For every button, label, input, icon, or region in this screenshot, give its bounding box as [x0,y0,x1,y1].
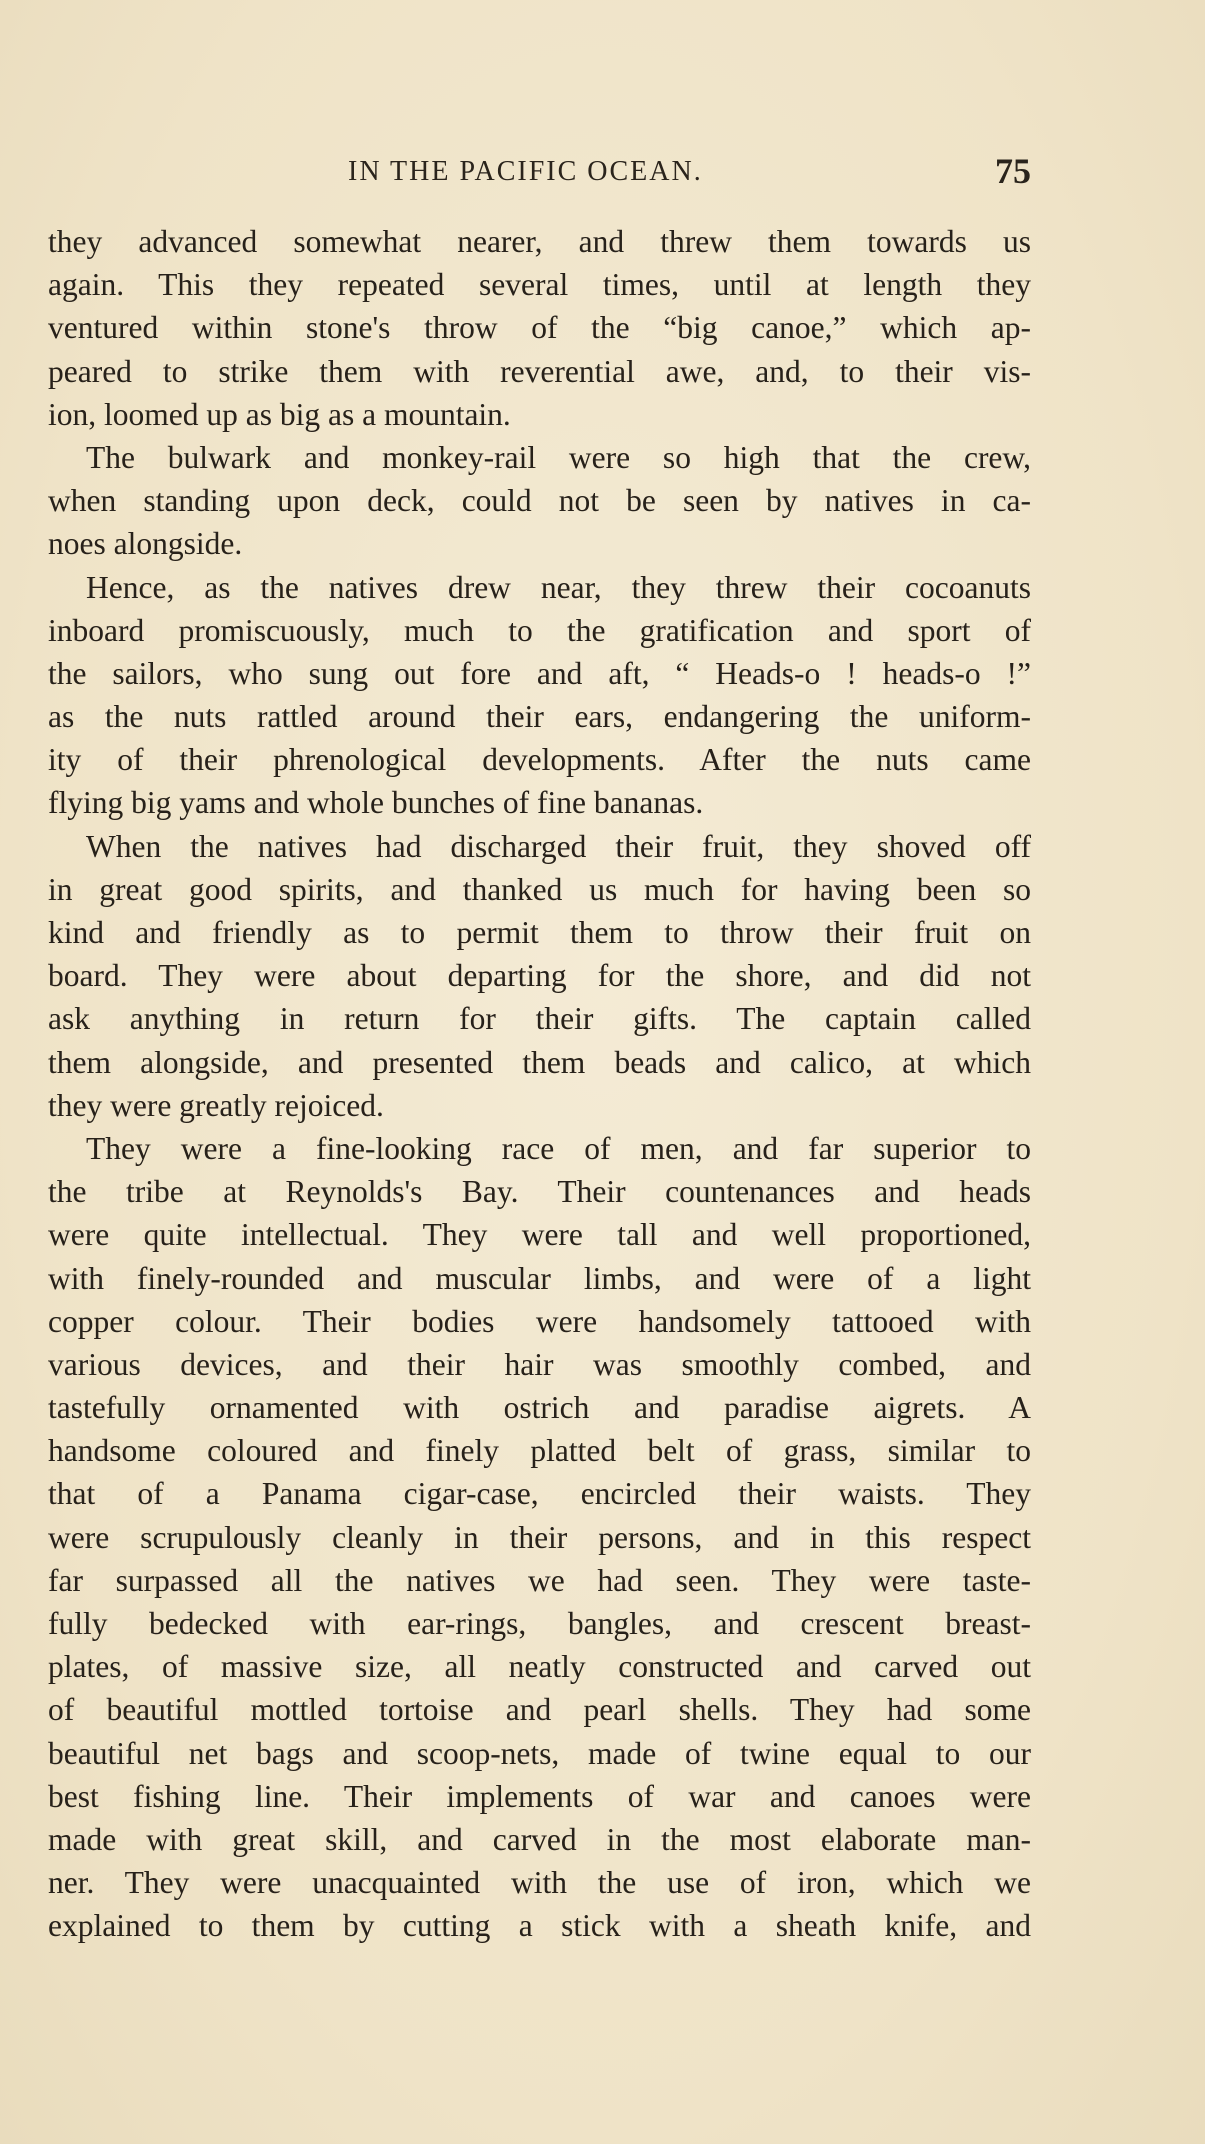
text-line: noes alongside. [48,526,243,562]
text-line: they were greatly rejoiced. [48,1087,384,1123]
text-line: ner. They were unacquainted with the use of iron, which we [48,1865,1031,1901]
text-line: Hence, as the natives drew near, they threw their cocoanuts [86,569,1031,605]
text-line: various devices, and their hair was smoothly combed, and [48,1346,1031,1382]
text-line: again. This they repeated several times, until at length they [48,267,1031,303]
text-line: fully bedecked with ear-rings, bangles, and crescent breast- [48,1606,1031,1641]
text-line: kind and friendly as to permit them to throw their fruit on [48,915,1031,950]
text-line: inboard promiscuously, much to the gratification and sport of [48,612,1031,648]
text-line: that of a Panama cigar-case, encircled their waists. They [48,1476,1031,1512]
text-line: flying big yams and whole bunches of fine bananas. [48,785,704,821]
text-line: best fishing line. Their implements of war and canoes were [48,1778,1031,1814]
text-line: explained to them by cutting a stick with a sheath knife, and [48,1908,1031,1944]
running-title: IN THE PACIFIC OCEAN. [348,156,703,187]
page-header [48,150,1031,194]
text-line: they advanced somewhat nearer, and threw them towards us [48,224,1031,259]
text-line: The bulwark and monkey-rail were so high that the crew, [86,439,1031,475]
text-line: They were a fine-looking race of men, and far superior to [86,1130,1031,1166]
text-line: were quite intellectual. They were tall and well proportioned, [48,1217,1031,1253]
text-line: ion, loomed up as big as a mountain. [48,396,511,432]
text-line: peared to strike them with reverential awe, and, to their vis- [48,353,1031,389]
text-line: plates, of massive size, all neatly constructed and carved out [48,1649,1031,1685]
text-line: of beautiful mottled tortoise and pearl shells. They had some [48,1692,1031,1728]
text-line: the tribe at Reynolds's Bay. Their countenances and heads [48,1174,1031,1210]
text-line: ventured within stone's throw of the “big canoe,” which ap- [48,310,1031,346]
text-line: in great good spirits, and thanked us much for having been so [48,871,1031,907]
text-line: far surpassed all the natives we had seen. They were taste- [48,1562,1031,1598]
text-line: were scrupulously cleanly in their persons, and in this respect [48,1519,1031,1555]
text-line: board. They were about departing for the shore, and did not [48,958,1031,994]
text-line: them alongside, and presented them beads and calico, at which [48,1044,1031,1080]
text-line: ask anything in return for their gifts. The captain called [48,1001,1031,1037]
text-line: handsome coloured and finely platted belt of grass, similar to [48,1433,1031,1469]
text-line: beautiful net bags and scoop-nets, made of twine equal to our [48,1735,1031,1771]
text-line: when standing upon deck, could not be seen by natives in ca- [48,483,1031,519]
text-line: made with great skill, and carved in the most elaborate man- [48,1821,1031,1857]
page-number: 75 [995,151,1031,191]
text-line: tastefully ornamented with ostrich and paradise aigrets. A [48,1390,1031,1426]
text-line: When the natives had discharged their fruit, they shoved off [86,828,1031,864]
body-text [48,220,1031,1948]
text-line: copper colour. Their bodies were handsomely tattooed with [48,1303,1031,1339]
text-line: as the nuts rattled around their ears, endangering the uniform- [48,699,1031,735]
text-line: ity of their phrenological developments. After the nuts came [48,742,1031,778]
text-line: with finely-rounded and muscular limbs, and were of a light [48,1260,1031,1296]
text-line: the sailors, who sung out fore and aft, “ Heads-o ! heads-o !” [48,655,1031,691]
